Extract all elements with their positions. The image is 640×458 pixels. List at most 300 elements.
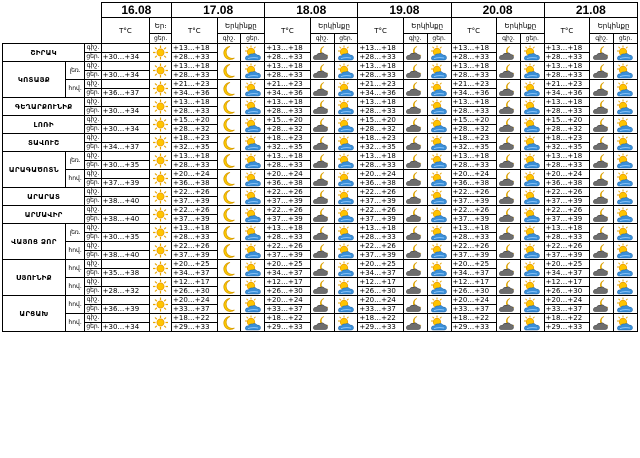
sky-col-header: Երկինքը — [590, 18, 638, 34]
temp-value: +30…+34 — [101, 53, 150, 62]
temp-night-value: +18…+23 — [172, 134, 218, 143]
region-name: ԱՐՑԱԽ — [3, 296, 66, 332]
temp-night-value: +15…+20 — [451, 116, 497, 125]
night-label: գիշ. — [86, 134, 100, 141]
temp-day-value: +29…+33 — [451, 323, 497, 332]
temp-day-value: +29…+33 — [544, 323, 590, 332]
cloud-moon-icon — [403, 224, 427, 242]
temp-day-value: +28…+33 — [172, 161, 218, 170]
day-col-header: ցեր. — [427, 34, 451, 44]
temp-day-value: +28…+33 — [451, 233, 497, 242]
day-label: ցեր. — [86, 233, 100, 240]
temp-day-value: +34…+36 — [451, 89, 497, 98]
sun-cloud-icon — [427, 116, 451, 134]
temp-day-value: +28…+33 — [544, 107, 590, 116]
moon-icon — [217, 134, 241, 152]
temp-night-value: +22…+26 — [451, 242, 497, 251]
temp-night-value: +18…+22 — [358, 314, 404, 323]
temp-day-value: +34…+36 — [358, 89, 404, 98]
sun-cloud-icon — [520, 260, 544, 278]
temp-col-header: T°C — [451, 18, 497, 44]
cloud-moon-icon — [497, 242, 521, 260]
cloud-moon-icon — [403, 188, 427, 206]
temp-day-value: +28…+33 — [172, 53, 218, 62]
sun-cloud-icon — [520, 314, 544, 332]
sub-region-label: հով. — [65, 80, 85, 98]
night-label: գիշ. — [86, 242, 100, 249]
sun-cloud-icon — [520, 206, 544, 224]
temp-day-value: +26…+30 — [451, 287, 497, 296]
temp-day-value: +26…+30 — [172, 287, 218, 296]
sun-cloud-icon — [520, 188, 544, 206]
temp-night-value: +13…+18 — [358, 62, 404, 71]
temp-night-value: +21…+23 — [451, 80, 497, 89]
temp-day-value: +37…+39 — [358, 215, 404, 224]
temp-day-value: +28…+33 — [265, 53, 311, 62]
sun-cloud-icon — [520, 44, 544, 62]
temp-day-value: +28…+33 — [544, 233, 590, 242]
temp-night-value: +13…+18 — [451, 62, 497, 71]
night-col-header: գիշ. — [403, 34, 427, 44]
sky-col-header: Երկինքը — [403, 18, 451, 34]
region-name: ԳԵՂԱՐՔՈՒՆԻՔ — [3, 98, 85, 116]
temp-value — [101, 260, 150, 269]
temp-night-value: +12…+17 — [544, 278, 590, 287]
temp-day-value: +34…+36 — [544, 89, 590, 98]
night-label: գիշ. — [86, 314, 100, 321]
temp-night-value: +18…+22 — [265, 314, 311, 323]
sun-cloud-icon — [427, 98, 451, 116]
temp-day-value: +34…+37 — [451, 269, 497, 278]
cloud-moon-icon — [497, 296, 521, 314]
moon-icon — [217, 278, 241, 296]
sub-region-label: հով. — [65, 260, 85, 278]
cloud-moon-icon — [403, 206, 427, 224]
region-name: ԱՐՄԱՎԻՐ — [3, 206, 85, 224]
temp-night-value: +15…+20 — [544, 116, 590, 125]
header-corner — [3, 34, 102, 44]
night-label: գիշ. — [86, 278, 100, 285]
sun-cloud-icon — [613, 242, 637, 260]
day-col-header: ցեր. — [520, 34, 544, 44]
cloud-moon-icon — [403, 44, 427, 62]
sun-cloud-icon — [520, 62, 544, 80]
cloud-moon-icon — [590, 62, 614, 80]
sun-cloud-icon — [427, 224, 451, 242]
moon-icon — [217, 224, 241, 242]
sun-cloud-icon — [427, 296, 451, 314]
temp-night-value: +22…+26 — [544, 206, 590, 215]
temp-day-value: +37…+39 — [544, 215, 590, 224]
temp-night-value: +20…+24 — [358, 296, 404, 305]
temp-value: +30…+35 — [101, 233, 150, 242]
night-label: գիշ. — [86, 260, 100, 267]
temp-night-value: +22…+26 — [172, 188, 218, 197]
sun-cloud-icon — [613, 116, 637, 134]
temp-day-value: +37…+39 — [265, 197, 311, 206]
temp-day-value: +29…+33 — [265, 323, 311, 332]
temp-night-value: +20…+24 — [451, 170, 497, 179]
sun-cloud-icon — [241, 80, 265, 98]
temp-value — [101, 206, 150, 215]
temp-day-value: +28…+33 — [265, 71, 311, 80]
day-label: ցեր. — [86, 197, 100, 204]
temp-day-value: +37…+39 — [265, 251, 311, 260]
temp-value — [101, 170, 150, 179]
cloud-moon-icon — [497, 170, 521, 188]
temp-value — [101, 242, 150, 251]
sun-cloud-icon — [613, 224, 637, 242]
temp-day-value: +32…+35 — [544, 143, 590, 152]
temp-value — [101, 188, 150, 197]
cloud-moon-icon — [403, 80, 427, 98]
sun-cloud-icon — [241, 206, 265, 224]
sun-cloud-icon — [427, 80, 451, 98]
temp-night-value: +13…+18 — [451, 44, 497, 53]
sun-cloud-icon — [520, 98, 544, 116]
cloud-moon-icon — [590, 278, 614, 296]
temp-night-value: +20…+24 — [544, 170, 590, 179]
temp-day-value: +28…+32 — [451, 125, 497, 134]
temp-night-value: +22…+26 — [172, 242, 218, 251]
sun-cloud-icon — [613, 98, 637, 116]
sun-cloud-icon — [334, 242, 358, 260]
temp-day-value: +28…+33 — [544, 71, 590, 80]
day-label: ցեր. — [86, 89, 100, 96]
temp-day-value: +33…+37 — [451, 305, 497, 314]
header-corner — [3, 18, 102, 34]
night-label: գիշ. — [86, 296, 100, 303]
temp-night-value: +13…+18 — [544, 44, 590, 53]
temp-value — [101, 224, 150, 233]
temp-night-value: +18…+23 — [451, 134, 497, 143]
sun-icon — [150, 80, 172, 98]
cloud-moon-icon — [403, 62, 427, 80]
sun-cloud-icon — [613, 80, 637, 98]
cloud-moon-icon — [310, 170, 334, 188]
sky-col-header: Երկինքը — [497, 18, 545, 34]
moon-icon — [217, 62, 241, 80]
temp-night-value: +20…+24 — [172, 296, 218, 305]
temp-day-value: +28…+33 — [451, 161, 497, 170]
sun-icon — [150, 296, 172, 314]
sky-col-header: Եր։ — [150, 18, 172, 34]
region-name: ԱՐԱԳԱԾՈՏՆ — [3, 152, 66, 188]
temp-day-value: +37…+39 — [451, 215, 497, 224]
temp-value: +35…+38 — [101, 269, 150, 278]
day-label: ցեր. — [86, 215, 100, 222]
temp-day-value: +36…+38 — [451, 179, 497, 188]
temp-night-value: +12…+17 — [451, 278, 497, 287]
sun-cloud-icon — [334, 170, 358, 188]
sun-icon — [150, 260, 172, 278]
temp-night-value: +20…+24 — [451, 296, 497, 305]
temp-night-value: +13…+18 — [358, 44, 404, 53]
temp-night-value: +12…+17 — [265, 278, 311, 287]
temp-night-value: +21…+23 — [544, 80, 590, 89]
sun-icon — [150, 170, 172, 188]
cloud-moon-icon — [497, 260, 521, 278]
temp-value: +38…+40 — [101, 215, 150, 224]
moon-icon — [217, 44, 241, 62]
cloud-moon-icon — [497, 116, 521, 134]
temp-day-value: +37…+39 — [172, 251, 218, 260]
sun-cloud-icon — [613, 278, 637, 296]
temp-day-value: +28…+32 — [172, 125, 218, 134]
day-label: ցեր. — [86, 287, 100, 294]
cloud-moon-icon — [310, 206, 334, 224]
temp-night-value: +18…+22 — [451, 314, 497, 323]
cloud-moon-icon — [497, 44, 521, 62]
sun-cloud-icon — [613, 62, 637, 80]
temp-day-value: +37…+39 — [172, 197, 218, 206]
temp-day-value: +28…+33 — [358, 107, 404, 116]
temp-day-value: +34…+36 — [172, 89, 218, 98]
sun-icon — [150, 152, 172, 170]
cloud-moon-icon — [310, 62, 334, 80]
cloud-moon-icon — [310, 296, 334, 314]
sun-cloud-icon — [334, 260, 358, 278]
cloud-moon-icon — [497, 98, 521, 116]
date-header: 18.08 — [265, 3, 358, 18]
cloud-moon-icon — [497, 80, 521, 98]
day-label: ցեր. — [86, 71, 100, 78]
temp-night-value: +18…+23 — [265, 134, 311, 143]
temp-value: +38…+40 — [101, 251, 150, 260]
region-name: ՇԻՐԱԿ — [3, 44, 85, 62]
cloud-moon-icon — [590, 152, 614, 170]
sun-cloud-icon — [613, 44, 637, 62]
sun-cloud-icon — [334, 188, 358, 206]
temp-value — [101, 44, 150, 53]
cloud-moon-icon — [310, 98, 334, 116]
sun-cloud-icon — [241, 62, 265, 80]
temp-night-value: +21…+23 — [265, 80, 311, 89]
temp-day-value: +26…+30 — [544, 287, 590, 296]
temp-night-value: +15…+20 — [358, 116, 404, 125]
cloud-moon-icon — [310, 242, 334, 260]
temp-value: +37…+39 — [101, 179, 150, 188]
day-col-header: ցեր. — [613, 34, 637, 44]
temp-day-value: +33…+37 — [172, 305, 218, 314]
temp-night-value: +13…+18 — [265, 44, 311, 53]
temp-day-value: +28…+33 — [451, 107, 497, 116]
sun-cloud-icon — [334, 98, 358, 116]
temp-day-value: +32…+35 — [265, 143, 311, 152]
temp-col-header: T°C — [101, 18, 150, 44]
sun-cloud-icon — [334, 134, 358, 152]
temp-value: +30…+34 — [101, 71, 150, 80]
night-label: գիշ. — [86, 44, 100, 51]
cloud-moon-icon — [590, 134, 614, 152]
temp-day-value: +28…+33 — [265, 233, 311, 242]
day-label: ցեր. — [86, 161, 100, 168]
temp-day-value: +28…+33 — [172, 71, 218, 80]
day-label: ցեր. — [86, 251, 100, 258]
temp-day-value: +28…+33 — [358, 53, 404, 62]
cloud-moon-icon — [310, 188, 334, 206]
cloud-moon-icon — [403, 116, 427, 134]
temp-value: +36…+37 — [101, 89, 150, 98]
temp-night-value: +20…+25 — [544, 260, 590, 269]
day-label: ցեր. — [86, 269, 100, 276]
cloud-moon-icon — [310, 134, 334, 152]
sun-cloud-icon — [334, 62, 358, 80]
temp-night-value: +13…+18 — [358, 98, 404, 107]
temp-day-value: +34…+37 — [544, 269, 590, 278]
sky-col-header: Երկինքը — [217, 18, 265, 34]
temp-day-value: +28…+33 — [358, 71, 404, 80]
temp-day-value: +28…+33 — [172, 107, 218, 116]
date-header: 16.08 — [101, 3, 171, 18]
moon-icon — [217, 260, 241, 278]
temp-night-value: +22…+26 — [358, 188, 404, 197]
sun-icon — [150, 134, 172, 152]
sun-cloud-icon — [613, 170, 637, 188]
temp-day-value: +28…+33 — [451, 71, 497, 80]
temp-night-value: +22…+26 — [172, 206, 218, 215]
temp-night-value: +20…+25 — [451, 260, 497, 269]
moon-icon — [217, 188, 241, 206]
temp-day-value: +26…+30 — [358, 287, 404, 296]
sun-cloud-icon — [241, 98, 265, 116]
sun-cloud-icon — [520, 80, 544, 98]
temp-day-value: +33…+37 — [544, 305, 590, 314]
sub-region-label: լեռ. — [65, 152, 85, 170]
cloud-moon-icon — [403, 314, 427, 332]
sub-region-label: հով. — [65, 242, 85, 260]
temp-value — [101, 98, 150, 107]
cloud-moon-icon — [310, 44, 334, 62]
temp-day-value: +37…+39 — [358, 251, 404, 260]
sun-cloud-icon — [241, 296, 265, 314]
temp-day-value: +36…+38 — [358, 179, 404, 188]
night-label: գիշ. — [86, 206, 100, 213]
temp-day-value: +26…+30 — [265, 287, 311, 296]
sun-cloud-icon — [241, 44, 265, 62]
cloud-moon-icon — [403, 242, 427, 260]
sun-icon — [150, 98, 172, 116]
temp-value: +34…+37 — [101, 143, 150, 152]
temp-value — [101, 62, 150, 71]
temp-night-value: +13…+18 — [544, 224, 590, 233]
sun-cloud-icon — [520, 242, 544, 260]
cloud-moon-icon — [403, 278, 427, 296]
sun-cloud-icon — [520, 278, 544, 296]
night-label: գիշ. — [86, 152, 100, 159]
temp-night-value: +22…+26 — [544, 188, 590, 197]
day-label: ցեր. — [86, 107, 100, 114]
sun-icon — [150, 278, 172, 296]
sub-region-label: լեռ. — [65, 62, 85, 80]
cloud-moon-icon — [497, 224, 521, 242]
moon-icon — [217, 116, 241, 134]
cloud-moon-icon — [497, 314, 521, 332]
temp-day-value: +32…+35 — [172, 143, 218, 152]
sun-cloud-icon — [427, 260, 451, 278]
temp-night-value: +21…+23 — [358, 80, 404, 89]
temp-day-value: +29…+33 — [358, 323, 404, 332]
temp-night-value: +13…+18 — [451, 152, 497, 161]
temp-night-value: +20…+25 — [358, 260, 404, 269]
temp-day-value: +34…+37 — [265, 269, 311, 278]
temp-night-value: +18…+22 — [544, 314, 590, 323]
weather-forecast-table — [2, 2, 638, 332]
moon-icon — [217, 80, 241, 98]
temp-night-value: +13…+18 — [172, 98, 218, 107]
sun-cloud-icon — [241, 170, 265, 188]
cloud-moon-icon — [310, 80, 334, 98]
cloud-moon-icon — [310, 152, 334, 170]
sun-cloud-icon — [427, 278, 451, 296]
temp-day-value: +28…+33 — [358, 233, 404, 242]
cloud-moon-icon — [590, 260, 614, 278]
cloud-moon-icon — [497, 206, 521, 224]
temp-night-value: +18…+23 — [358, 134, 404, 143]
day-col-header: ցեր. — [241, 34, 265, 44]
night-col-header: գիշ. — [497, 34, 521, 44]
temp-value: +30…+34 — [101, 125, 150, 134]
region-name: ԿՈՏԱՅՔ — [3, 62, 66, 98]
temp-day-value: +29…+33 — [172, 323, 218, 332]
temp-day-value: +34…+36 — [265, 89, 311, 98]
temp-day-value: +28…+33 — [265, 161, 311, 170]
temp-day-value: +36…+38 — [265, 179, 311, 188]
temp-value — [101, 278, 150, 287]
sun-cloud-icon — [520, 224, 544, 242]
temp-night-value: +13…+18 — [358, 152, 404, 161]
sun-cloud-icon — [613, 260, 637, 278]
sun-icon — [150, 62, 172, 80]
cloud-moon-icon — [310, 116, 334, 134]
temp-night-value: +22…+26 — [265, 206, 311, 215]
sun-icon — [150, 314, 172, 332]
day-col-header: ցեր. — [150, 34, 172, 44]
date-header: 21.08 — [544, 3, 637, 18]
cloud-moon-icon — [590, 224, 614, 242]
temp-night-value: +20…+24 — [544, 296, 590, 305]
temp-night-value: +20…+24 — [265, 170, 311, 179]
temp-value: +30…+35 — [101, 161, 150, 170]
day-label: ցեր. — [86, 143, 100, 150]
temp-col-header: T°C — [358, 18, 404, 44]
temp-value: +28…+32 — [101, 287, 150, 296]
temp-col-header: T°C — [172, 18, 218, 44]
sun-cloud-icon — [241, 152, 265, 170]
night-label: գիշ. — [86, 80, 100, 87]
cloud-moon-icon — [590, 44, 614, 62]
temp-night-value: +20…+24 — [265, 296, 311, 305]
sun-cloud-icon — [613, 152, 637, 170]
temp-night-value: +22…+26 — [451, 206, 497, 215]
temp-night-value: +12…+17 — [358, 278, 404, 287]
sun-cloud-icon — [334, 80, 358, 98]
temp-value — [101, 80, 150, 89]
cloud-moon-icon — [590, 80, 614, 98]
cloud-moon-icon — [310, 224, 334, 242]
cloud-moon-icon — [310, 260, 334, 278]
sun-cloud-icon — [520, 170, 544, 188]
cloud-moon-icon — [590, 242, 614, 260]
sun-cloud-icon — [427, 62, 451, 80]
moon-icon — [217, 296, 241, 314]
day-label: ցեր. — [86, 323, 100, 330]
region-name: ՍՅՈՒՆԻՔ — [3, 260, 66, 296]
temp-night-value: +22…+26 — [265, 242, 311, 251]
temp-night-value: +22…+26 — [451, 188, 497, 197]
sun-icon — [150, 206, 172, 224]
temp-night-value: +20…+24 — [358, 170, 404, 179]
